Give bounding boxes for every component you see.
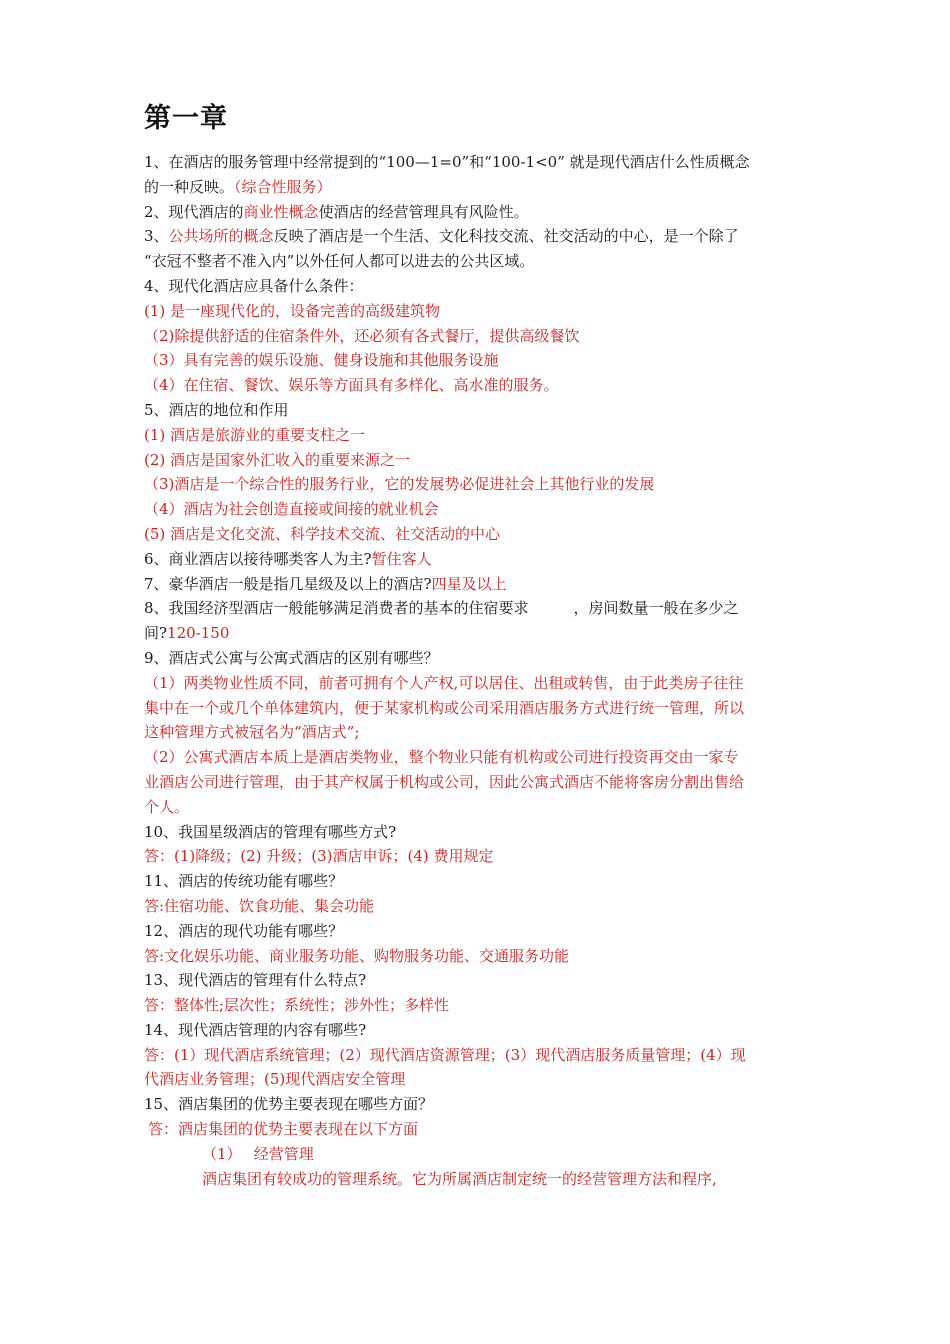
question-text: 11、酒店的传统功能有哪些？: [144, 872, 344, 891]
answer-text: （3）具有完善的娱乐设施、健身设施和其他服务设施: [144, 351, 499, 370]
answer-text: （2）公寓式酒店本质上是酒店类物业，整个物业只能有机构或公司进行投资再交由一家专: [144, 748, 739, 767]
question-text: 14、现代酒店管理的内容有哪些?: [144, 1020, 367, 1039]
answer-text: 业酒店公司进行管理，由于其产权属于机构或公司，因此公寓式酒店不能将客房分割出售给: [144, 772, 745, 791]
question-text: 反映了酒店是一个生活、文化科技交流、社交活动的中心，是一个除了: [273, 227, 739, 246]
answer-text: 答：整体性;层次性；系统性；涉外性；多样性: [144, 996, 450, 1015]
question-text: 5、酒店的地位和作用: [144, 400, 289, 419]
text-line: [144, 373, 812, 398]
answer-text: (1) 酒店是旅游业的重要支柱之一: [144, 425, 366, 444]
answer-text: 公共场所的概念: [168, 227, 274, 246]
text-line: [144, 1142, 812, 1167]
answer-text: 商业性概念: [243, 202, 319, 221]
text-line: [144, 423, 812, 448]
question-text: 的一种反映。: [144, 177, 235, 196]
text-line: [144, 1167, 812, 1192]
text-line: [144, 472, 812, 497]
answer-text: （综合性服务）: [234, 177, 332, 196]
text-line: [144, 448, 812, 473]
text-line: [144, 944, 812, 969]
question-text: 间?: [144, 624, 168, 643]
question-text: 10、我国星级酒店的管理有哪些方式?: [144, 822, 397, 841]
text-line: [144, 596, 812, 621]
text-line: [144, 1067, 812, 1092]
text-line: [144, 820, 812, 845]
text-line: [144, 770, 812, 795]
text-line: [144, 1043, 812, 1068]
text-line: [144, 497, 812, 522]
answer-text: 酒店集团有较成功的管理系统。它为所属酒店制定统一的经营管理方法和程序,: [202, 1169, 717, 1188]
question-text: 8、我国经济型酒店一般能够满足消费者的基本的住宿要求 ，房间数量一般在多少之: [144, 599, 739, 618]
question-text: “衣冠不整者不准入内”以外任何人都可以进去的公共区域。: [144, 252, 535, 271]
answer-text: （4）酒店为社会创造直接或间接的就业机会: [144, 500, 439, 519]
question-text: 6、商业酒店以接待哪类客人为主?: [144, 549, 372, 568]
question-text: 4、现代化酒店应具备什么条件：: [144, 276, 364, 295]
answer-text: (5) 酒店是文化交流、科学技术交流、社交活动的中心: [144, 524, 501, 543]
text-line: [144, 869, 812, 894]
text-line: [144, 745, 812, 770]
text-line: [144, 224, 812, 249]
text-line: [144, 274, 812, 299]
text-line: [144, 894, 812, 919]
text-line: [144, 696, 812, 721]
answer-text: （1） 经营管理: [202, 1144, 314, 1163]
answer-text: 暂住客人: [371, 549, 432, 568]
answer-text: 集中在一个或几个单体建筑内，便于某家机构或公司采用酒店服务方式进行统一管理，所以: [144, 698, 745, 717]
answer-text: （1）两类物业性质不同，前者可拥有个人产权,可以居住、出租或转售，由于此类房子往往: [144, 673, 744, 692]
question-text: 3、: [144, 227, 169, 246]
text-line: [144, 919, 812, 944]
answer-text: (2) 酒店是国家外汇收入的重要来源之一: [144, 450, 411, 469]
text-line: [144, 720, 812, 745]
answer-text: 四星及以上: [431, 574, 507, 593]
text-line: [144, 398, 812, 423]
answer-text: （3)酒店是一个综合性的服务行业，它的发展势必促进社会上其他行业的发展: [144, 475, 655, 494]
text-line: [144, 324, 812, 349]
text-line: [144, 249, 812, 274]
question-text: 13、现代酒店的管理有什么特点?: [144, 971, 367, 990]
text-line: [144, 175, 812, 200]
text-line: [144, 348, 812, 373]
question-text: 7、豪华酒店一般是指几星级及以上的酒店?: [144, 574, 432, 593]
text-line: [144, 621, 812, 646]
text-line: [144, 1092, 812, 1117]
chapter-title: 第一章: [144, 103, 228, 134]
text-line: [144, 522, 812, 547]
question-text: 2、现代酒店的: [144, 202, 244, 221]
question-text: 1、在酒店的服务管理中经常提到的“100—1=0”和“100-1<0” 就是现代酒店什么性质概念: [144, 153, 750, 171]
text-line: [144, 844, 812, 869]
text-line: [144, 968, 812, 993]
text-line: [144, 200, 812, 225]
answer-text: （2)除提供舒适的住宿条件外，还必须有各式餐厅，提供高级餐饮: [144, 326, 580, 345]
text-line: [144, 572, 812, 597]
text-line: [144, 299, 812, 324]
document-body: [144, 150, 812, 1191]
answer-text: 答:住宿功能、饮食功能、集会功能: [144, 896, 375, 915]
answer-text: 答:文化娱乐功能、商业服务功能、购物服务功能、交通服务功能: [144, 946, 570, 965]
answer-text: 答：(1)降级；(2) 升级；(3)酒店申诉；(4) 费用规定: [144, 847, 494, 866]
answer-text: （4）在住宿、餐饮、娱乐等方面具有多样化、高水准的服务。: [144, 376, 559, 395]
text-line: [144, 1018, 812, 1043]
text-line: [144, 993, 812, 1018]
answer-text: 代酒店业务管理；(5)现代酒店安全管理: [144, 1070, 406, 1089]
answer-text: 答：酒店集团的优势主要表现在以下方面: [148, 1120, 419, 1139]
answer-text: 这种管理方式被冠名为“酒店式”;: [144, 723, 360, 742]
question-text: 12、酒店的现代功能有哪些？: [144, 921, 344, 940]
question-text: 15、酒店集团的优势主要表现在哪些方面？: [144, 1095, 434, 1114]
text-line: [144, 150, 812, 175]
question-text: 使酒店的经营管理具有风险性。: [318, 202, 529, 221]
text-line: [144, 795, 812, 820]
answer-text: 120-150: [167, 624, 230, 643]
text-line: [144, 547, 812, 572]
answer-text: (1) 是一座现代化的，设备完善的高级建筑物: [144, 301, 441, 320]
text-line: [144, 671, 812, 696]
answer-text: 答：(1）现代酒店系统管理；(2）现代酒店资源管理；(3）现代酒店服务质量管理；(4）现: [144, 1045, 746, 1064]
text-line: [144, 646, 812, 671]
answer-text: 个人。: [144, 797, 190, 816]
text-line: [144, 1117, 812, 1142]
question-text: 9、酒店式公寓与公寓式酒店的区别有哪些？: [144, 648, 439, 667]
